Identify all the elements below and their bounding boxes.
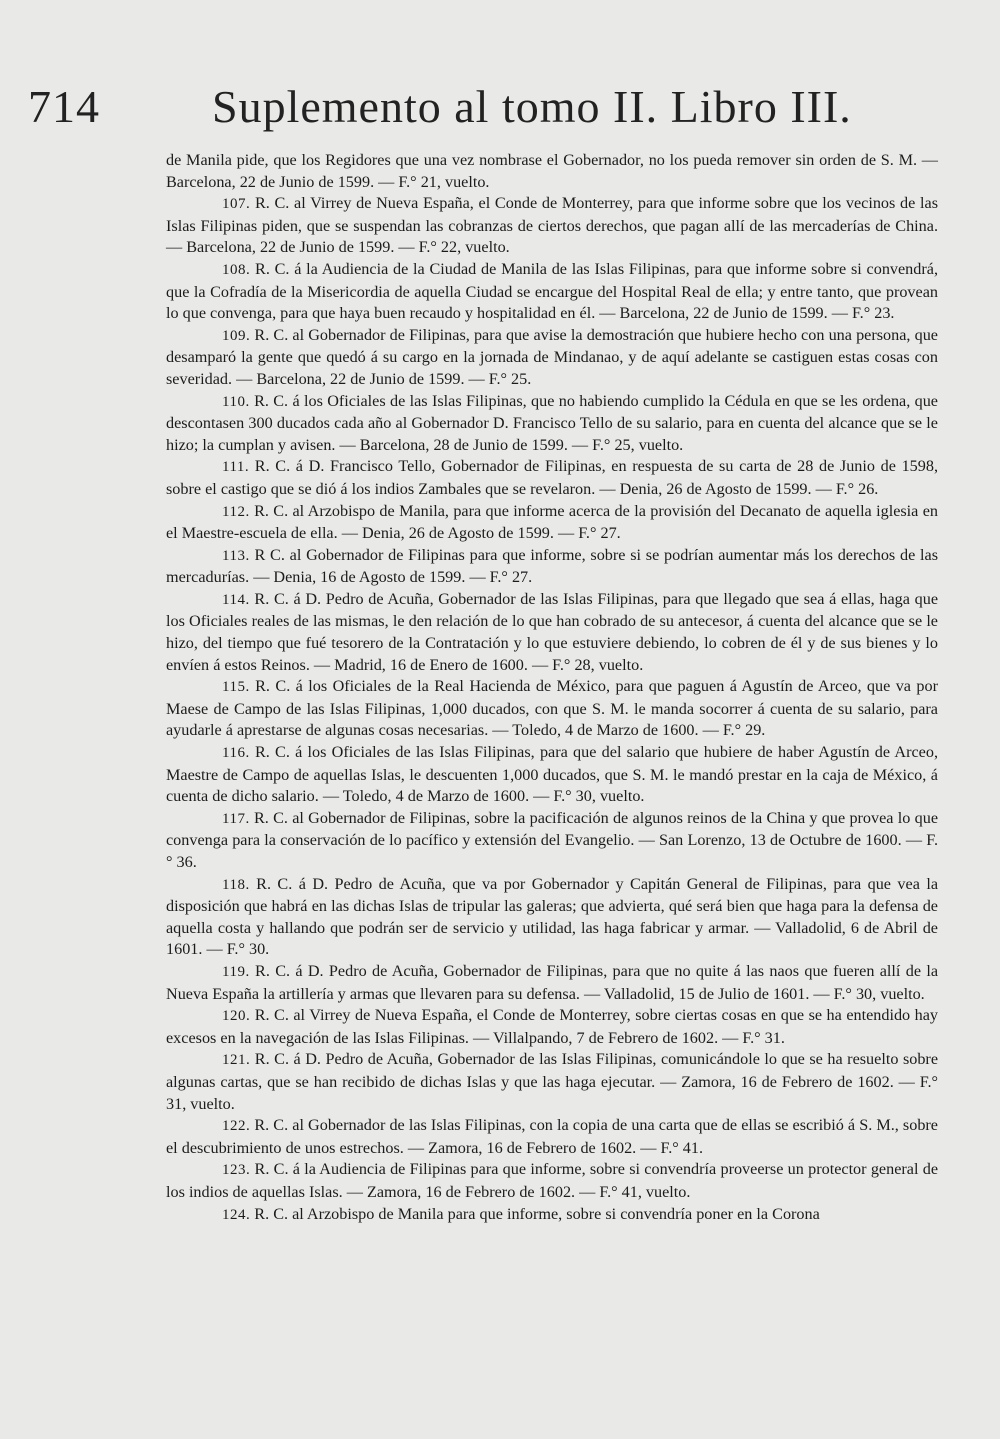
entry-111 [166, 456, 938, 500]
entry-116 [166, 742, 938, 808]
entry-text: R. C. á la Audiencia de la Ciudad de Manila de las Islas Filipinas, para que informe sobre si convendrá, que la Cofradía de la Misericordia de aquella Ciudad se encargue del Hospital Real de ella; y entre tanto, que provean lo que convenga, para que haya buen recaudo y hospitalidad en él. — Barcelona, 22 de Junio de 1599. — F.° 23. [166, 259, 938, 323]
entry-number: 113. [222, 547, 250, 564]
entry-109 [166, 325, 938, 391]
entry-number: 118. [222, 876, 250, 893]
entry-number: 107. [222, 196, 251, 213]
entry-110 [166, 391, 938, 457]
entry-text: R. C. á los Oficiales de la Real Hacienda de México, para que paguen á Agustín de Arceo, que va por Maese de Campo de las Islas Filipinas, 1,000 ducados, con que S. M. le manda socorrer á cuenta de su salario, para ayudarle á aprestarse de algunas cosas necesarias. — Toledo, 4 de Marzo de 1600. — F.° 29. [166, 677, 938, 740]
entry-120 [166, 1005, 938, 1049]
running-title: Suplemento al tomo II. Libro III. [212, 81, 852, 132]
entry-text: R. C. á D. Pedro de Acuña, Gobernador de las Islas Filipinas, comunicándole lo que se ha resuelto sobre algunas cartas, que se han recibido de dichas Islas y que las haga ejecutar. — Zamora, 16 de Febrero de 1602. — F.° 31, vuelto. [166, 1050, 939, 1113]
entry-119 [166, 961, 938, 1005]
entry-107 [166, 193, 938, 259]
entry-118 [166, 874, 938, 961]
entry-text: R. C. al Gobernador de Filipinas, para que avise la demostración que hubiere hecho con una persona, que desamparó la gente que quedó á su cargo en la jornada de Mindanao, y de aquí adelante se castiguen estas cosas con severidad. — Barcelona, 22 de Junio de 1599. — F.° 25. [166, 325, 938, 388]
entry-number: 109. [222, 327, 251, 344]
entry-number: 110. [222, 393, 250, 410]
entry-text: R. C. á los Oficiales de las Islas Filipinas, que no habiendo cumplido la Cédula en que se les ordena, que descontasen 300 ducados cada año al Gobernador D. Francisco Tello de su salario, para en cuenta del alcance que se le hizo; la cumplan y avisen. — Barcelona, 28 de Junio de 1599. — F.° 25, vuelto. [166, 391, 938, 454]
entry-text: R. C. al Arzobispo de Manila, para que informe acerca de la provisión del Decanato de aquella iglesia en el Maestre-escuela de ella. — Denia, 26 de Agosto de 1599. — F.° 27. [166, 501, 939, 543]
entry-number: 119. [222, 963, 250, 980]
entry-number: 115. [222, 679, 250, 696]
entry-117 [166, 808, 938, 874]
entry-continuation [166, 150, 938, 193]
entry-text: R C. al Gobernador de Filipinas para que informe, sobre si se podrían aumentar más los derechos de las mercadurías. — Denia, 16 de Agosto de 1599. — F.° 27. [166, 545, 939, 587]
entry-text: de Manila pide, que los Regidores que una vez nombrase el Gobernador, no los pueda remover sin orden de S. M. — Barcelona, 22 de Junio de 1599. — F.° 21, vuelto. [166, 151, 938, 191]
entry-112 [166, 501, 938, 545]
entry-text: R. C. á D. Pedro de Acuña, Gobernador de las Islas Filipinas, para que llegado que sea á ellas, haga que los Oficiales reales de las mismas, le den relación de lo que han cobrado de su antecesor, á cuenta del alcance que se le hizo, del tiempo que fué tesorero de la Contratación y lo que estuviere debiendo, lo cobren de él y de sus bienes y lo envíen á estos Reinos. — Madrid, 16 de Enero de 1600. — F.° 28, vuelto. [166, 589, 939, 674]
entry-text: R. C. al Virrey de Nueva España, el Conde de Monterrey, para que informe sobre que los vecinos de las Islas Filipinas piden, que se suspendan las cobranzas de ciertos derechos, que pagan allí de las mercaderías de China. — Barcelona, 22 de Junio de 1599. — F.° 22, vuelto. [166, 194, 938, 257]
entry-text: R. C. al Arzobispo de Manila para que informe, sobre si convendría poner en la Corona [254, 1204, 820, 1223]
entry-text: R. C. á D. Pedro de Acuña, Gobernador de Filipinas, para que no quite á las naos que fueren allí de la Nueva España la artillería y armas que llevaren para su defensa. — Valladolid, 15 de Julio de 1601. — F.° 30, vuelto. [166, 961, 939, 1003]
entry-number: 116. [222, 745, 250, 762]
entry-124 [166, 1204, 938, 1227]
entry-text: R. C. al Gobernador de las Islas Filipinas, con la copia de una carta que de ellas se escribió á S. M., sobre el descubrimiento de unos estrechos. — Zamora, 16 de Febrero de 1602. — F.° 41. [166, 1116, 938, 1157]
entry-text: R. C. al Virrey de Nueva España, el Conde de Monterrey, sobre ciertas cosas en que se ha entendido hay excesos en la navegación de las Islas Filipinas. — Villalpando, 7 de Febrero de 1602. — F.° 31. [166, 1006, 938, 1047]
entry-121 [166, 1049, 938, 1115]
entry-number: 122. [222, 1118, 251, 1135]
entry-text: R. C. á los Oficiales de las Islas Filipinas, para que del salario que hubiere de haber Agustín de Arceo, Maestre de Campo de aquellas Islas, le descuenten 1,000 ducados, que S. M. le mandó prestar en la caja de México, á cuenta de dicho salario. — Toledo, 4 de Marzo de 1600. — F.° 30, vuelto. [166, 743, 939, 806]
entry-text: R. C. á D. Pedro de Acuña, que va por Gobernador y Capitán General de Filipinas, para que vea la disposición que habrá en las dichas Islas de tripular las galeras; que advierta, qué será bien que haga para la defensa de aquella costa y hallando que podrán ser de servicio y utilidad, las haga fabricar y armar. — Valladolid, 6 de Abril de 1601. — F.° 30. [166, 874, 939, 959]
entry-122 [166, 1115, 938, 1159]
entry-number: 112. [222, 503, 250, 520]
body-text [166, 150, 938, 1226]
entry-number: 117. [222, 810, 250, 827]
page-number: 714 [28, 81, 100, 132]
entry-123 [166, 1159, 938, 1203]
entry-108 [166, 259, 938, 325]
entry-number: 120. [222, 1008, 251, 1025]
entry-number: 111. [222, 459, 250, 476]
entry-number: 124. [222, 1206, 251, 1223]
entry-text: R. C. á D. Francisco Tello, Gobernador de Filipinas, en respuesta de su carta de 28 de Junio de 1598, sobre el castigo que se dió á los indios Zambales que se revelaron. — Denia, 26 de Agosto de 1599. — F.° 26. [166, 457, 938, 498]
entry-number: 121. [222, 1052, 251, 1069]
page-header [26, 78, 914, 142]
entry-text: R. C. al Gobernador de Filipinas, sobre la pacificación de algunos reinos de la China y que provea lo que convenga para la conservación de lo pacífico y extensión del Evangelio. — San Lorenzo, 13 de Octubre de 1600. — F.° 36. [166, 808, 939, 871]
entry-113 [166, 545, 938, 589]
entry-text: R. C. á la Audiencia de Filipinas para que informe, sobre si convendría proveerse un protector general de los indios de aquellas Islas. — Zamora, 16 de Febrero de 1602. — F.° 41, vuelto. [166, 1160, 938, 1201]
entry-114 [166, 589, 938, 676]
entry-number: 114. [222, 591, 250, 608]
entry-number: 123. [222, 1162, 251, 1179]
entry-115 [166, 676, 938, 742]
entry-number: 108. [222, 261, 251, 278]
